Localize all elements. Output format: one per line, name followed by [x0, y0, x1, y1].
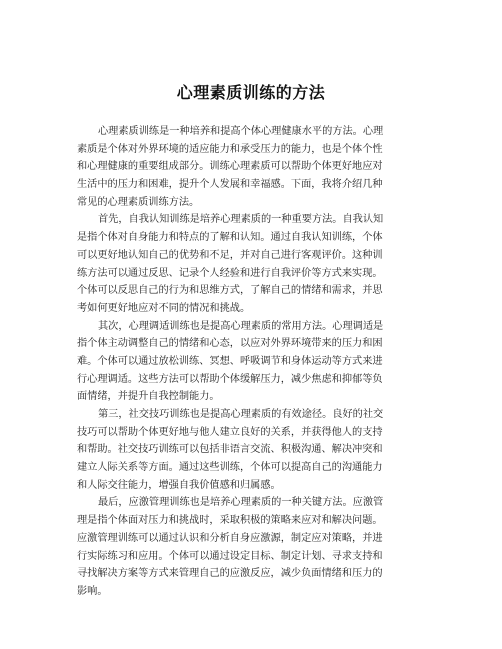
- text-line: 最后，应激管理训练也是培养心理素质的一种关键方法。应激管: [98, 497, 384, 509]
- text-line: 素质是个体对外界环境的适应能力和承受压力的能力，也是个体个性: [77, 143, 383, 155]
- text-line: 指个体主动调整自己的情绪和心态，以应对外界环境带来的压力和困: [77, 338, 383, 350]
- text-line: 其次，心理调适训练也是提高心理素质的常用方法。心理调适是: [98, 320, 384, 332]
- text-line: 考如何更好地应对不同的情况和挑战。: [77, 302, 251, 314]
- text-line: 理是指个体面对压力和挑战时，采取积极的策略来应对和解决问题。: [77, 515, 383, 527]
- text-line: 寻找解决方案等方式来管理自己的应激反应，减少负面情绪和压力的: [77, 568, 383, 580]
- text-line: 行实际练习和应用。个体可以通过设定目标、制定计划、寻求支持和: [77, 550, 383, 562]
- paragraph: [77, 494, 429, 600]
- text-line: 行心理调适。这些方法可以帮助个体缓解压力，减少焦虑和抑郁等负: [77, 373, 383, 385]
- text-line: 和人际交往能力，增强自我价值感和归属感。: [77, 479, 281, 491]
- document-title: 心理素质训练的方法: [176, 83, 326, 102]
- paragraph: [77, 318, 429, 406]
- text-line: 生活中的压力和困难，提升个人发展和幸福感。下面，我将介绍几种: [77, 179, 383, 191]
- paragraph: [77, 406, 429, 494]
- text-line: 影响。: [77, 585, 108, 597]
- text-line: 和心理健康的重要组成部分。训练心理素质可以帮助个体更好地应对: [77, 161, 383, 173]
- text-line: 应激管理训练可以通过认识和分析自身应激源，制定应对策略，并进: [77, 532, 383, 544]
- text-line: 心理素质训练是一种培养和提高个体心理健康水平的方法。心理: [98, 126, 384, 137]
- text-line: 是指个体对自身能力和特点的了解和认知。通过自我认知训练，个体: [77, 232, 383, 244]
- text-line: 难。个体可以通过放松训练、冥想、呼吸调节和身体运动等方式来进: [77, 355, 383, 367]
- document-body: [77, 123, 429, 601]
- text-line: 首先，自我认知训练是培养心理素质的一种重要方法。自我认知: [98, 214, 384, 226]
- text-line: 第三，社交技巧训练也是提高心理素质的有效途径。良好的社交: [98, 409, 384, 420]
- paragraph: [77, 211, 429, 317]
- text-line: 技巧可以帮助个体更好地与他人建立良好的关系，并获得他人的支持: [77, 426, 383, 438]
- text-line: 练方法可以通过反思、记录个人经验和进行自我评价等方式来实现。: [77, 267, 383, 279]
- text-line: 面情绪，并提升自我控制能力。: [77, 391, 220, 403]
- text-line: 常见的心理素质训练方法。: [77, 196, 200, 208]
- text-line: 个体可以反思自己的行为和思维方式，了解自己的情绪和需求，并思: [77, 285, 383, 297]
- text-line: 可以更好地认知自己的优势和不足，并对自己进行客观评价。这种训: [77, 249, 383, 261]
- text-line: 建立人际关系等方面。通过这些训练，个体可以提高自己的沟通能力: [77, 462, 383, 474]
- text-line: 和帮助。社交技巧训练可以包括非语言交流、积极沟通、解决冲突和: [77, 444, 383, 456]
- paragraph: [77, 123, 429, 211]
